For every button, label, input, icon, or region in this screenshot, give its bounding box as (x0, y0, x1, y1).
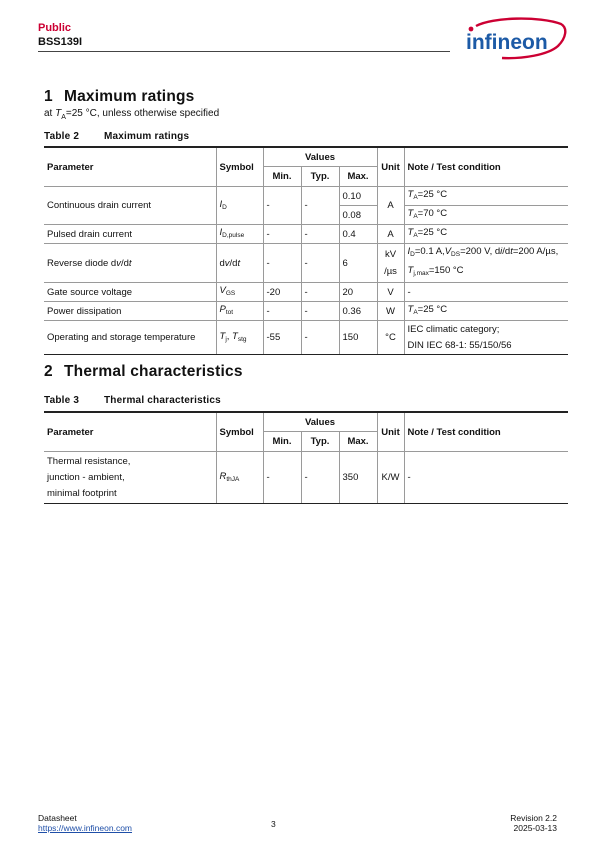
max-cell: 0.08 (339, 206, 377, 225)
typ-cell: - (301, 225, 339, 244)
unit-cell: A (377, 187, 404, 225)
table-row (44, 452, 568, 504)
footer-url-link[interactable]: https://www.infineon.com (38, 823, 133, 833)
symbol-cell: $P_{tot}$ (216, 302, 263, 321)
min-cell: -55 (263, 321, 301, 355)
document-classification: Public (38, 22, 72, 34)
col-header-max: Max. (339, 167, 377, 187)
table-row (44, 225, 568, 244)
symbol-cell: dv/dt (216, 244, 263, 283)
max-cell: 0.4 (339, 225, 377, 244)
col-header-parameter: Parameter (44, 412, 216, 452)
section-title: Maximum ratings (64, 88, 195, 105)
col-header-min: Min. (263, 432, 301, 452)
note-cell: IEC climatic category; DIN IEC 68-1: 55/150/56 (404, 321, 568, 355)
table-row (44, 283, 568, 302)
col-header-parameter: Parameter (44, 147, 216, 187)
table-row (44, 321, 568, 355)
unit-cell: K/W (377, 452, 404, 504)
logo-wordmark: infineon (466, 31, 548, 54)
col-header-typ: Typ. (301, 432, 339, 452)
footer-date: 2025-03-13 (513, 823, 557, 833)
table-header-row (44, 412, 568, 432)
part-number: BSS139I (38, 36, 83, 48)
typ-cell: - (301, 452, 339, 504)
symbol-cell: $I_{D,pulse}$ (216, 225, 263, 244)
table-header-row (44, 147, 568, 167)
symbol-cell: $R_{thJA}$ (216, 452, 263, 504)
unit-cell: W (377, 302, 404, 321)
min-cell: - (263, 244, 301, 283)
typ-cell: - (301, 302, 339, 321)
typ-cell: - (301, 187, 339, 225)
param-cell: Reverse diode dv/dt (44, 244, 216, 283)
note-cell: $T_A=25$ °C (404, 225, 568, 244)
note-cell: $T_A=25$ °C (404, 302, 568, 321)
note-cell: $I_D=0.1$ $A,V_{DS}=200$ V, di/dt=200 A/µs, $T_{j,max}=150$ °C (404, 244, 568, 283)
note-cell: - (404, 283, 568, 302)
footer-right (510, 813, 557, 833)
note-cell: $T_A=25$ °C (404, 187, 568, 206)
param-cell: Continuous drain current (44, 187, 216, 225)
symbol-cell: $V_{GS}$ (216, 283, 263, 302)
max-cell: 6 (339, 244, 377, 283)
col-header-unit: Unit (377, 412, 404, 452)
table-row (44, 244, 568, 283)
typ-cell: - (301, 283, 339, 302)
unit-cell: V (377, 283, 404, 302)
table-row (44, 302, 568, 321)
min-cell: - (263, 187, 301, 225)
section-number: 2 (44, 363, 53, 380)
col-header-typ: Typ. (301, 167, 339, 187)
col-header-unit: Unit (377, 147, 404, 187)
note-cell: - (404, 452, 568, 504)
max-cell: 350 (339, 452, 377, 504)
footer-left (38, 813, 132, 833)
param-cell: Thermal resistance, junction - ambient, minimal footprint (44, 452, 216, 504)
col-header-values: Values (263, 412, 377, 432)
max-cell: 0.36 (339, 302, 377, 321)
maximum-ratings-table (44, 146, 568, 355)
symbol-cell: $T_j$, $T_{stg}$ (216, 321, 263, 355)
col-header-symbol: Symbol (216, 412, 263, 452)
max-cell: 0.10 (339, 187, 377, 206)
min-cell: - (263, 302, 301, 321)
min-cell: - (263, 225, 301, 244)
table-3-caption: Table 3 Thermal characteristics (44, 395, 221, 406)
section-heading-thermal-characteristics (44, 363, 243, 381)
unit-cell: A (377, 225, 404, 244)
col-header-symbol: Symbol (216, 147, 263, 187)
col-header-note: Note / Test condition (404, 147, 568, 187)
section-heading-maximum-ratings (44, 88, 194, 106)
section-subtitle: at $T_A=25$ °C, unless otherwise specified (44, 108, 220, 121)
col-header-note: Note / Test condition (404, 412, 568, 452)
footer-page-number: 3 (271, 819, 276, 829)
thermal-characteristics-table (44, 411, 568, 504)
footer-doc-type: Datasheet (38, 813, 77, 823)
symbol-cell: $I_D$ (216, 187, 263, 225)
footer-revision: Revision 2.2 (510, 813, 557, 823)
typ-cell: - (301, 244, 339, 283)
param-cell: Operating and storage temperature (44, 321, 216, 355)
table-row (44, 187, 568, 206)
header-rule (38, 51, 450, 52)
min-cell: - (263, 452, 301, 504)
min-cell: -20 (263, 283, 301, 302)
col-header-min: Min. (263, 167, 301, 187)
table-2-caption: Table 2 Maximum ratings (44, 131, 190, 142)
param-cell: Gate source voltage (44, 283, 216, 302)
unit-cell: kV /µs (377, 244, 404, 283)
max-cell: 150 (339, 321, 377, 355)
col-header-max: Max. (339, 432, 377, 452)
unit-cell: °C (377, 321, 404, 355)
section-title: Thermal characteristics (64, 363, 243, 380)
note-cell: $T_A=70$ °C (404, 206, 568, 225)
typ-cell: - (301, 321, 339, 355)
param-cell: Power dissipation (44, 302, 216, 321)
max-cell: 20 (339, 283, 377, 302)
section-number: 1 (44, 88, 53, 105)
col-header-values: Values (263, 147, 377, 167)
infineon-logo (462, 16, 568, 60)
param-cell: Pulsed drain current (44, 225, 216, 244)
